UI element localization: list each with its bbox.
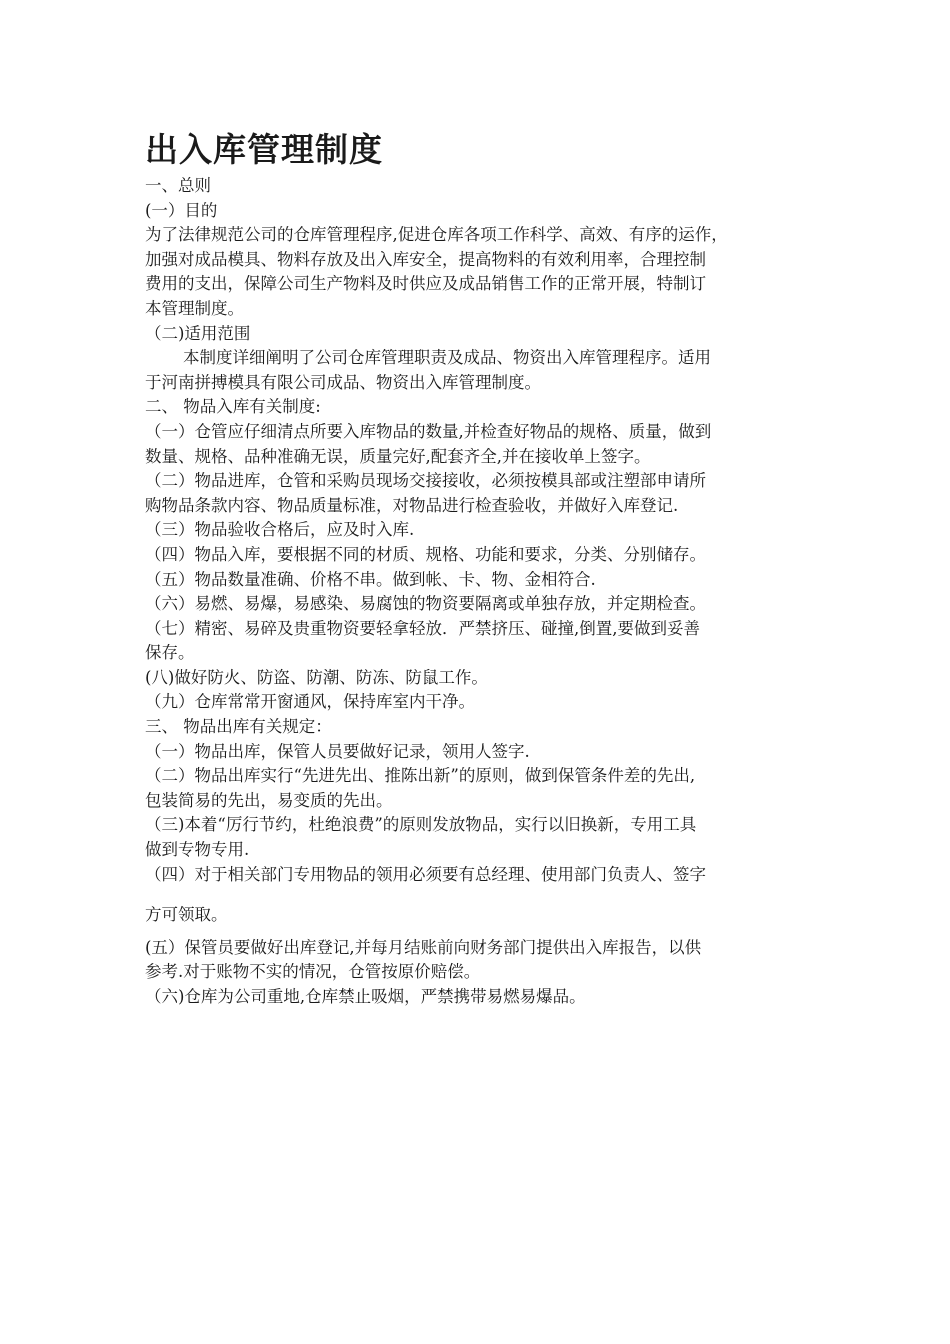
list-item: （一）物品出库，保管人员要做好记录，领用人签字.	[145, 741, 530, 761]
list-item: （九）仓库常常开窗通风，保持库室内干净。	[145, 692, 475, 712]
list-item: 包装简易的先出，易变质的先出。	[145, 790, 393, 810]
list-item: （六）易燃、易爆，易感染、易腐蚀的物资要隔离或单独存放，并定期检查。	[145, 594, 706, 614]
list-item: 参考.对于账物不实的情况，仓管按原价赔偿。	[145, 962, 481, 982]
paragraph-line: 本管理制度。	[145, 298, 244, 318]
section-heading-inbound: 二、 物品入库有关制度:	[145, 397, 321, 417]
subsection-scope: （二)适用范围	[145, 323, 251, 343]
list-item: 保存。	[145, 643, 195, 663]
document-body	[145, 128, 825, 1010]
section-heading-general: 一、总则	[145, 176, 211, 195]
list-item: （三）物品验收合格后，应及时入库.	[145, 520, 415, 540]
list-item: （六)仓库为公司重地,仓库禁止吸烟，严禁携带易燃易爆品。	[145, 987, 586, 1006]
list-item: （一）仓管应仔细清点所要入库物品的数量,并检查好物品的规格、质量，做到	[145, 421, 712, 441]
paragraph-line: 本制度详细阐明了公司仓库管理职责及成品、物资出入库管理程序。适用	[183, 348, 711, 368]
list-item: （七）精密、易碎及贵重物资要轻拿轻放．严禁挤压、碰撞,倒置,要做到妥善	[145, 618, 700, 638]
list-item: （三)本着“厉行节约，杜绝浪费”的原则发放物品，实行以旧换新，专用工具	[145, 815, 697, 835]
list-item: 数量、规格、品种准确无误，质量完好,配套齐全,并在接收单上签字。	[145, 446, 651, 466]
list-item: (五）保管员要做好出库登记,并每月结账前向财务部门提供出入库报告，以供	[145, 937, 702, 957]
list-item: （四）物品入库，要根据不同的材质、规格、功能和要求，分类、分别储存。	[145, 544, 706, 564]
paragraph-line: 费用的支出，保障公司生产物料及时供应及成品销售工作的正常开展，特制订	[145, 274, 706, 294]
list-item: （二）物品出库实行“先进先出、推陈出新”的原则，做到保管条件差的先出,	[145, 766, 696, 786]
paragraph-line: 加强对成品模具、物料存放及出入库安全，提高物料的有效利用率，合理控制	[145, 249, 706, 269]
list-item: 方可领取。	[145, 905, 228, 925]
paragraph-line: 于河南拼搏模具有限公司成品、物资出入库管理制度。	[145, 372, 541, 392]
section-heading-outbound: 三、 物品出库有关规定：	[145, 717, 332, 737]
document-title: 出入库管理制度	[145, 130, 383, 169]
subsection-purpose: (一）目的	[145, 200, 218, 220]
paragraph-line: 为了法律规范公司的仓库管理程序,促进仓库各项工作科学、高效、有序的运作，	[145, 225, 728, 245]
list-item: （四）对于相关部门专用物品的领用必须要有总经理、使用部门负责人、签字	[145, 864, 706, 884]
list-item: 购物品条款内容、物品质量标准，对物品进行检查验收，并做好入库登记.	[145, 495, 679, 515]
list-item: （五）物品数量准确、价格不串。做到帐、卡、物、金相符合.	[145, 569, 596, 589]
list-item: (八)做好防火、防盗、防潮、防冻、防鼠工作。	[145, 667, 488, 687]
list-item: 做到专物专用.	[145, 840, 250, 860]
list-item: （二）物品进库，仓管和采购员现场交接接收，必须按模具部或注塑部申请所	[145, 471, 706, 491]
